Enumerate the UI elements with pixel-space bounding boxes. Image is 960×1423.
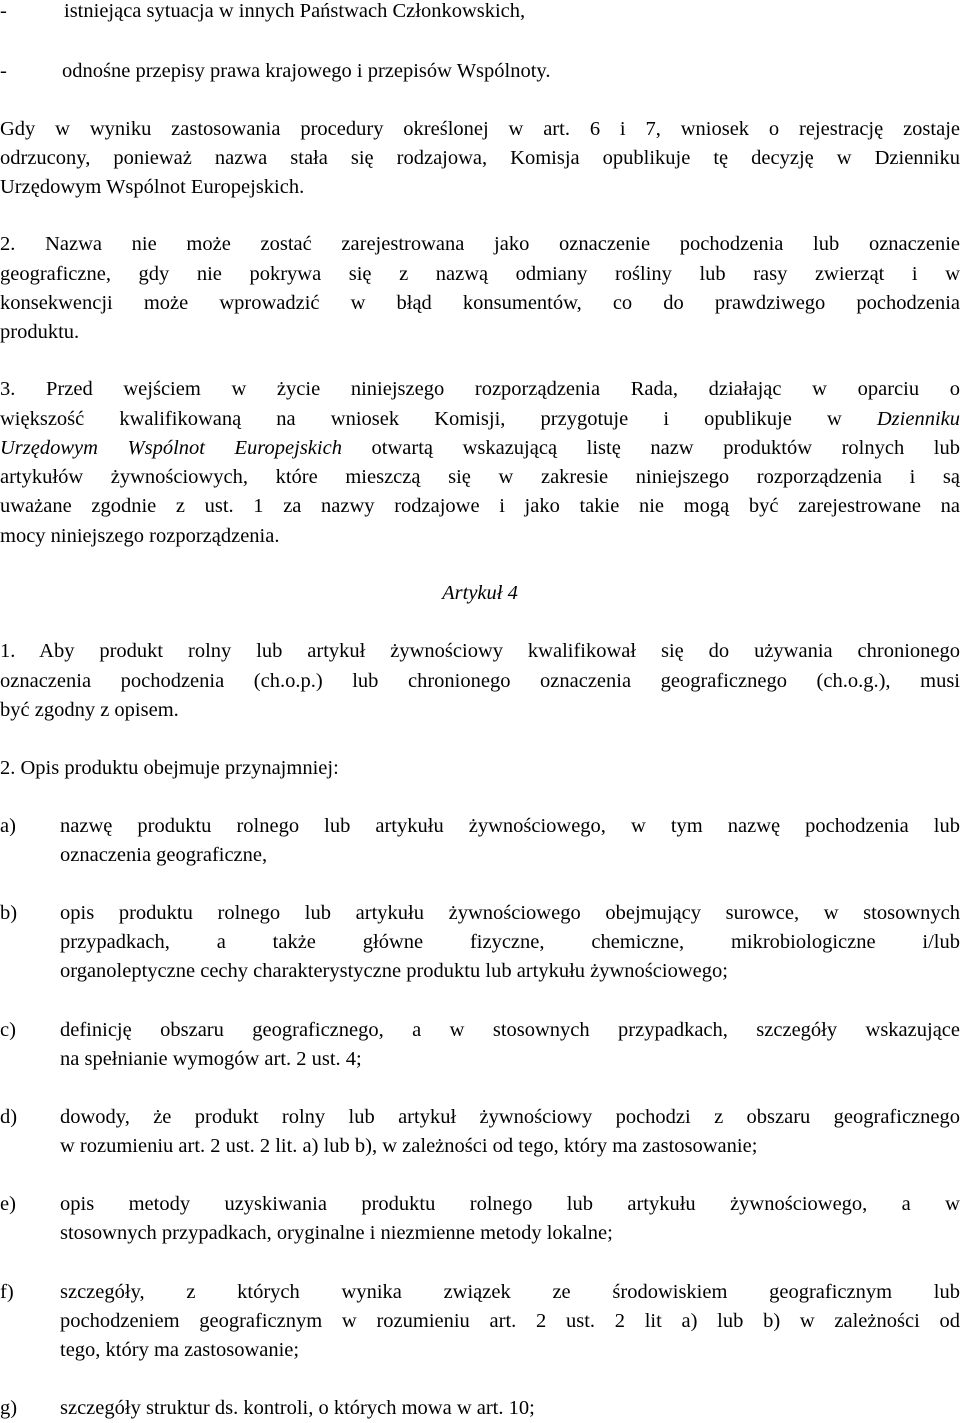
article-heading (0, 578, 960, 608)
paragraph-line: 3. Przed wejściem w życie niniejszego rozporządzenia Rada, działając w oparciu o (0, 378, 960, 400)
paragraph-line: mocy niniejszego rozporządzenia. (0, 525, 280, 547)
paragraph-line: 2. Nazwa nie może zostać zarejestrowana jako oznaczenie pochodzenia lub oznaczenie (0, 233, 960, 255)
list-item-line: definicję obszaru geograficznego, a w stosownych przypadkach, szczegóły wskazujące (60, 1019, 960, 1041)
italic-journal-name: Dzienniku (876, 408, 960, 430)
list-item-line: szczegóły, z których wynika związek ze środowiskiem geograficznym lub (60, 1281, 960, 1303)
bullet-text: istniejąca sytuacja w innych Państwach Członkowskich, (64, 0, 526, 22)
italic-journal-name: Urzędowym Wspólnot Europejskich (0, 437, 342, 459)
paragraph-line: 1. Aby produkt rolny lub artykuł żywnościowy kwalifikował się do używania chronionego (0, 640, 960, 662)
list-item-line: przypadkach, a także główne fizyczne, chemiczne, mikrobiologiczne i/lub (60, 931, 960, 953)
list-item-line: opis metody uzyskiwania produktu rolnego lub artykułu żywnościowego, a w (60, 1193, 960, 1215)
paragraph-line: artykułów żywnościowych, które mieszczą się w zakresie niniejszego rozporządzenia i są (0, 466, 960, 488)
article-heading-text: Artykuł 4 (442, 582, 518, 604)
list-item-line: szczegóły struktur ds. kontroli, o których mowa w art. 10; (60, 1397, 535, 1419)
list-item-label: b) (0, 902, 18, 924)
list-item-line: dowody, że produkt rolny lub artykuł żywnościowy pochodzi z obszaru geograficznego (60, 1106, 960, 1128)
article4-paragraph-2: 2. Opis produktu obejmuje przynajmniej: (0, 757, 339, 779)
list-item-line: organoleptyczne cechy charakterystyczne produktu lub artykułu żywnościowego; (60, 960, 728, 982)
list-item-line: stosownych przypadkach, oryginalne i niezmienne metody lokalne; (60, 1222, 613, 1244)
paragraph-line: odrzucony, ponieważ nazwa stała się rodzajowa, Komisja opublikuje tę decyzję w Dzienniku (0, 147, 960, 169)
bullet-marker: - (0, 0, 7, 22)
list-item-label: d) (0, 1106, 18, 1128)
list-item-line: oznaczenia geograficzne, (60, 844, 268, 866)
list-item-line: w rozumieniu art. 2 ust. 2 lit. a) lub b), w zależności od tego, który ma zastosowanie; (60, 1135, 758, 1157)
list-item-label: f) (0, 1281, 14, 1303)
list-item-line: na spełnianie wymogów art. 2 ust. 4; (60, 1048, 362, 1070)
list-item-label: a) (0, 815, 16, 837)
list-item-line: pochodzeniem geograficznym w rozumieniu art. 2 ust. 2 lit a) lub b) w zależności od (60, 1310, 960, 1332)
paragraph-line: konsekwencji może wprowadzić w błąd konsumentów, co do prawdziwego pochodzenia (0, 292, 960, 314)
list-item-label: c) (0, 1019, 16, 1041)
paragraph-line: Gdy w wyniku zastosowania procedury określonej w art. 6 i 7, wniosek o rejestrację zostaje (0, 118, 960, 140)
paragraph-line (0, 404, 960, 434)
list-item-label: g) (0, 1397, 18, 1419)
text-span: otwartą wskazującą listę nazw produktów rolnych lub (341, 437, 960, 459)
paragraph-line: oznaczenia pochodzenia (ch.o.p.) lub chronionego oznaczenia geograficznego (ch.o.g.), musi (0, 670, 960, 692)
list-item-line: nazwę produktu rolnego lub artykułu żywnościowego, w tym nazwę pochodzenia lub (60, 815, 960, 837)
list-item-line: opis produktu rolnego lub artykułu żywnościowego obejmujący surowce, w stosownych (60, 902, 960, 924)
bullet-marker: - (0, 60, 7, 82)
paragraph-line (0, 433, 960, 463)
paragraph-line: uważane zgodnie z ust. 1 za nazwy rodzajowe i jako takie nie mogą być zarejestrowane na (0, 495, 960, 517)
paragraph-line: być zgodny z opisem. (0, 699, 179, 721)
paragraph-line: produktu. (0, 321, 80, 343)
bullet-text: odnośne przepisy prawa krajowego i przepisów Wspólnoty. (62, 60, 551, 82)
text-span: większość kwalifikowaną na wniosek Komisji, przygotuje i opublikuje w (0, 408, 877, 430)
list-item-label: e) (0, 1193, 16, 1215)
paragraph-line: Urzędowym Wspólnot Europejskich. (0, 176, 305, 198)
paragraph-line: geograficzne, gdy nie pokrywa się z nazwą odmiany rośliny lub rasy zwierząt i w (0, 263, 960, 285)
list-item-line: tego, który ma zastosowanie; (60, 1339, 300, 1361)
